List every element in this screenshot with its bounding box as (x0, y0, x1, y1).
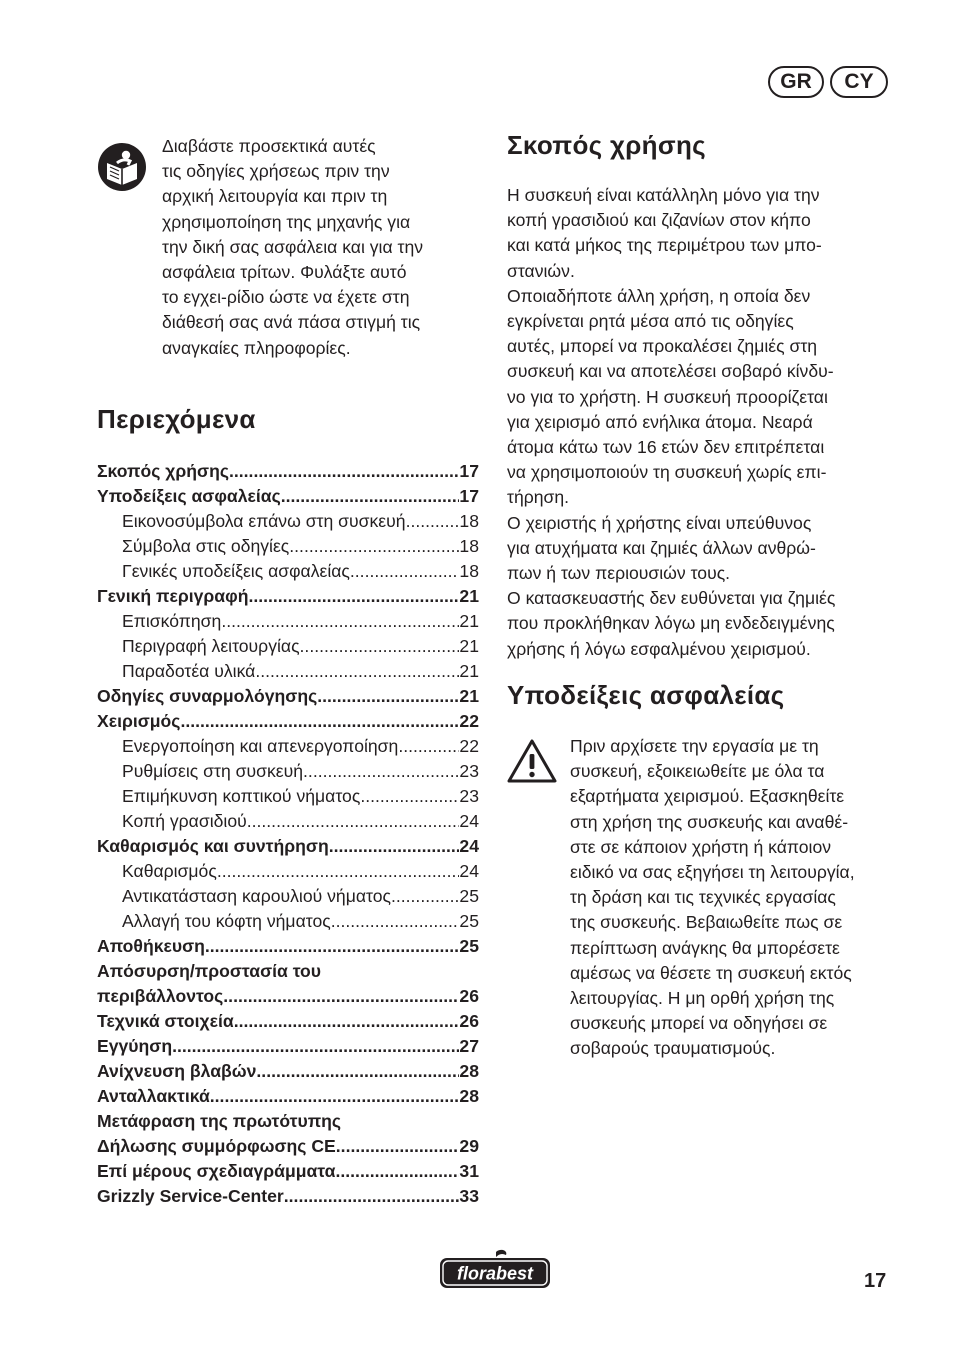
toc-entry (97, 1134, 479, 1159)
toc-entry (97, 984, 479, 1009)
warning-line: στε σε κάποιον χρήστη ή κάποιον (570, 836, 832, 857)
toc-leader-dots (284, 1184, 460, 1209)
florabest-logo (438, 1249, 552, 1291)
toc-entry-page: 18 (459, 536, 479, 556)
toc-leader-dots (336, 1134, 460, 1159)
toc-entry-label: Εικονοσύμβολα επάνω στη συσκευή (122, 511, 406, 531)
toc-entry (97, 659, 479, 684)
toc-leader-dots (223, 984, 459, 1009)
toc-entry-label: Οδηγίες συναρμολόγησης (97, 686, 318, 706)
toc-entry-label: Υποδείξεις ασφαλείας (97, 486, 281, 506)
toc-entry (97, 584, 479, 609)
intro-line: ασφάλεια τρίτων. Φυλάξτε αυτό (162, 262, 407, 283)
toc-entry-page: 28 (459, 1061, 479, 1081)
toc-entry (97, 534, 479, 559)
toc-entry-page: 23 (459, 786, 479, 806)
toc-entry-label: Ρυθμίσεις στη συσκευή (122, 761, 304, 781)
table-of-contents (97, 459, 479, 1209)
toc-entry-page: 33 (459, 1186, 479, 1206)
toc-entry (97, 1084, 479, 1109)
toc-entry-label: Παραδοτέα υλικά (122, 661, 256, 681)
toc-entry-label: Μετάφραση της πρωτότυπης (97, 1111, 342, 1131)
language-badge-cy: CY (830, 66, 888, 98)
toc-entry-page: 22 (459, 736, 479, 756)
page-number: 17 (864, 1270, 887, 1292)
body-line: πων ή των περιουσιών τους. (507, 563, 731, 584)
toc-leader-dots (329, 834, 460, 859)
toc-entry (97, 1184, 479, 1209)
body-line: για ατυχήματα και ζημιές άλλων ανθρώ- (507, 537, 816, 558)
toc-entry-label: Αλλαγή του κόφτη νήματος (122, 911, 331, 931)
toc-entry-page: 27 (459, 1036, 479, 1056)
toc-leader-dots (300, 634, 460, 659)
toc-entry-label: Γενική περιγραφή (97, 586, 249, 606)
toc-entry (97, 909, 479, 934)
toc-entry-label: Επί μέρους σχεδιαγράμματα (97, 1161, 336, 1181)
body-line: Ο χειριστής ή χρήστης είναι υπεύθυνος (507, 512, 812, 533)
toc-entry-label: Γενικές υποδείξεις ασφαλείας (122, 561, 350, 581)
toc-entry (97, 559, 479, 584)
toc-entry (97, 1059, 479, 1084)
warning-line: συσκευή, εξοικειωθείτε με όλα τα (570, 761, 825, 782)
toc-entry-page: 21 (459, 661, 479, 681)
intro-line: το εγχει-ρίδιο ώστε να έχετε στη (162, 287, 410, 308)
toc-entry (97, 809, 479, 834)
toc-entry-page: 25 (459, 936, 479, 956)
toc-leader-dots (360, 784, 459, 809)
toc-entry-page: 22 (459, 711, 479, 731)
toc-entry-page: 18 (459, 561, 479, 581)
toc-entry-page: 29 (459, 1136, 479, 1156)
toc-entry (97, 1009, 479, 1034)
toc-entry-label: Επισκόπηση (122, 611, 222, 631)
toc-leader-dots (406, 509, 460, 534)
toc-entry-label: Απόσυρση/προστασία του (97, 961, 322, 981)
body-line: που προκλήθηκαν λόγω μη ενδεδειγμένης (507, 613, 835, 634)
toc-entry-label: Ανταλλακτικά (97, 1086, 210, 1106)
toc-leader-dots (331, 909, 460, 934)
toc-entry-page: 25 (459, 886, 479, 906)
toc-leader-dots (180, 709, 459, 734)
toc-entry (97, 959, 479, 984)
toc-entry (97, 484, 479, 509)
toc-leader-dots (221, 609, 459, 634)
toc-entry-page: 24 (459, 811, 479, 831)
toc-leader-dots (317, 684, 459, 709)
toc-leader-dots (205, 934, 460, 959)
toc-entry-label: Περιγραφή λειτουργίας (122, 636, 300, 656)
body-line: αυτές, μπορεί να προκαλέσει ζημιές στη (507, 336, 818, 357)
toc-leader-dots (281, 484, 460, 509)
warning-line: της συσκευής. Βεβαιωθείτε πως σε (570, 912, 843, 933)
toc-entry-page: 17 (459, 461, 479, 481)
body-line: εγκρίνεται ρητά μέσα από τις οδηγίες (507, 311, 794, 332)
toc-leader-dots (217, 859, 460, 884)
intro-line: την δική σας ασφάλεια και για την (162, 236, 424, 257)
toc-leader-dots (303, 759, 459, 784)
toc-entry-page: 31 (459, 1161, 479, 1181)
toc-leader-dots (248, 584, 459, 609)
intro-line: τις οδηγίες χρήσεως πριν την (162, 161, 390, 182)
toc-leader-dots (255, 659, 459, 684)
intro-line: αναγκαίες πληροφορίες. (162, 337, 351, 358)
warning-line: λειτουργίας. Η μη ορθή χρήση της (570, 988, 835, 1009)
intro-line: διάθεσή σας ανά πάσα στιγμή τις (162, 312, 421, 333)
toc-entry (97, 509, 479, 534)
toc-entry-label: Grizzly Service-Center (97, 1186, 284, 1206)
language-badge-gr: GR (768, 66, 824, 98)
section-safety-title: Υποδείξεις ασφαλείας (507, 680, 785, 710)
toc-entry (97, 759, 479, 784)
toc-entry-page: 23 (459, 761, 479, 781)
toc-leader-dots (229, 459, 459, 484)
body-line: να χρησιμοποιούν τη συσκευή χωρίς επι- (507, 462, 827, 483)
toc-entry-label: Δήλωσης συμμόρφωσης CE (97, 1136, 336, 1156)
toc-leader-dots (350, 559, 460, 584)
toc-entry-label: Χειρισμός (97, 711, 181, 731)
toc-entry-label: Αποθήκευση (97, 936, 205, 956)
toc-entry-label: Αντικατάσταση καρουλιού νήματος (122, 886, 391, 906)
toc-entry (97, 934, 479, 959)
toc-entry-page: 26 (459, 986, 479, 1006)
toc-leader-dots (256, 1059, 459, 1084)
intro-paragraph (162, 134, 462, 361)
toc-leader-dots (247, 809, 460, 834)
body-line: τήρηση. (507, 487, 570, 508)
toc-entry-label: Εγγύηση (97, 1036, 173, 1056)
toc-entry-page: 21 (459, 611, 479, 631)
toc-entry (97, 609, 479, 634)
toc-leader-dots (289, 534, 459, 559)
body-line: στανιών. (507, 260, 575, 281)
toc-entry (97, 634, 479, 659)
safety-warning-text (570, 734, 895, 1062)
body-line: συσκευή και να αποτελέσει σοβαρό κίνδυ- (507, 361, 834, 382)
toc-entry-page: 24 (459, 836, 479, 856)
warning-triangle-icon (506, 738, 558, 784)
toc-entry-label: Ενεργοποίηση και απενεργοποίηση (122, 736, 399, 756)
toc-entry-page: 26 (459, 1011, 479, 1031)
body-line: χρήσης ή λόγω εσφαλμένου χειρισμού. (507, 638, 811, 659)
toc-leader-dots (391, 884, 459, 909)
toc-entry-page: 18 (459, 511, 479, 531)
toc-entry (97, 709, 479, 734)
body-line: άτομα κάτω των 16 ετών δεν επιτρέπεται (507, 437, 825, 458)
toc-entry (97, 1034, 479, 1059)
toc-entry-label: Καθαρισμός (122, 861, 217, 881)
toc-entry-page: 21 (459, 686, 479, 706)
toc-entry-label: περιβάλλοντος (97, 986, 224, 1006)
toc-entry-label: Καθαρισμός και συντήρηση (97, 836, 329, 856)
warning-line: ειδικό να σας εξηγήσει τη λειτουργία, (570, 862, 855, 883)
toc-entry (97, 884, 479, 909)
toc-entry-label: Επιμήκυνση κοπτικού νήματος (122, 786, 361, 806)
body-line: Ο κατασκευαστής δεν ευθύνεται για ζημιές (507, 588, 836, 609)
intro-line: χρησιμοποίηση της μηχανής για (162, 211, 411, 232)
read-manual-icon (97, 142, 147, 192)
warning-line: εξαρτήματα χειρισμού. Εξασκηθείτε (570, 786, 845, 807)
toc-entry-page: 25 (459, 911, 479, 931)
toc-entry-label: Σύμβολα στις οδηγίες (122, 536, 290, 556)
toc-entry (97, 734, 479, 759)
warning-line: συσκευής μπορεί να οδηγήσει σε (570, 1013, 828, 1034)
intro-line: αρχική λειτουργία και πριν τη (162, 186, 388, 207)
warning-line: αμέσως να θέσετε τη συσκευή εκτός (570, 962, 852, 983)
warning-line: σοβαρούς τραυματισμούς. (570, 1038, 776, 1059)
toc-entry-page: 17 (459, 486, 479, 506)
toc-entry-page: 21 (459, 586, 479, 606)
section-purpose-body (507, 183, 895, 662)
toc-leader-dots (210, 1084, 460, 1109)
warning-line: στη χρήση της συσκευής και αναθέ- (570, 811, 849, 832)
toc-entry-page: 28 (459, 1086, 479, 1106)
toc-leader-dots (336, 1159, 460, 1184)
toc-entry-label: Τεχνικά στοιχεία (97, 1011, 234, 1031)
toc-title: Περιεχόμενα (97, 404, 256, 434)
toc-entry-label: Ανίχνευση βλαβών (97, 1061, 257, 1081)
body-line: Οποιαδήποτε άλλη χρήση, η οποία δεν (507, 285, 811, 306)
toc-entry (97, 834, 479, 859)
toc-entry-page: 21 (459, 636, 479, 656)
toc-leader-dots (172, 1034, 459, 1059)
toc-entry (97, 859, 479, 884)
body-line: νο για το χρήστη. Η συσκευή προορίζεται (507, 386, 828, 407)
warning-line: τη δράση και τις τεχνικές εργασίας (570, 887, 836, 908)
section-purpose-title: Σκοπός χρήσης (507, 130, 706, 160)
toc-entry-label: Κοπή γρασιδιού (122, 811, 247, 831)
warning-line: Πριν αρχίσετε την εργασία με τη (570, 736, 819, 756)
toc-entry (97, 1109, 479, 1134)
warning-line: περίπτωση ανάγκης θα μπορέσετε (570, 937, 840, 958)
body-line: για χειρισμό από ενήλικα άτομα. Νεαρά (507, 411, 813, 432)
toc-entry-label: Σκοπός χρήσης (97, 461, 229, 481)
toc-entry (97, 1159, 479, 1184)
toc-entry (97, 459, 479, 484)
body-line: κοπή γρασιδιού και ζιζανίων στον κήπο (507, 210, 811, 231)
intro-line: Διαβάστε προσεκτικά αυτές (162, 136, 376, 156)
logo-text: florabest (456, 1263, 534, 1284)
toc-entry (97, 784, 479, 809)
toc-entry-page: 24 (459, 861, 479, 881)
body-line: και κατά μήκος της περιμέτρου των μπο- (507, 235, 822, 256)
toc-leader-dots (398, 734, 459, 759)
body-line: Η συσκευή είναι κατάλληλη μόνο για την (507, 185, 820, 205)
toc-entry (97, 684, 479, 709)
toc-leader-dots (234, 1009, 460, 1034)
